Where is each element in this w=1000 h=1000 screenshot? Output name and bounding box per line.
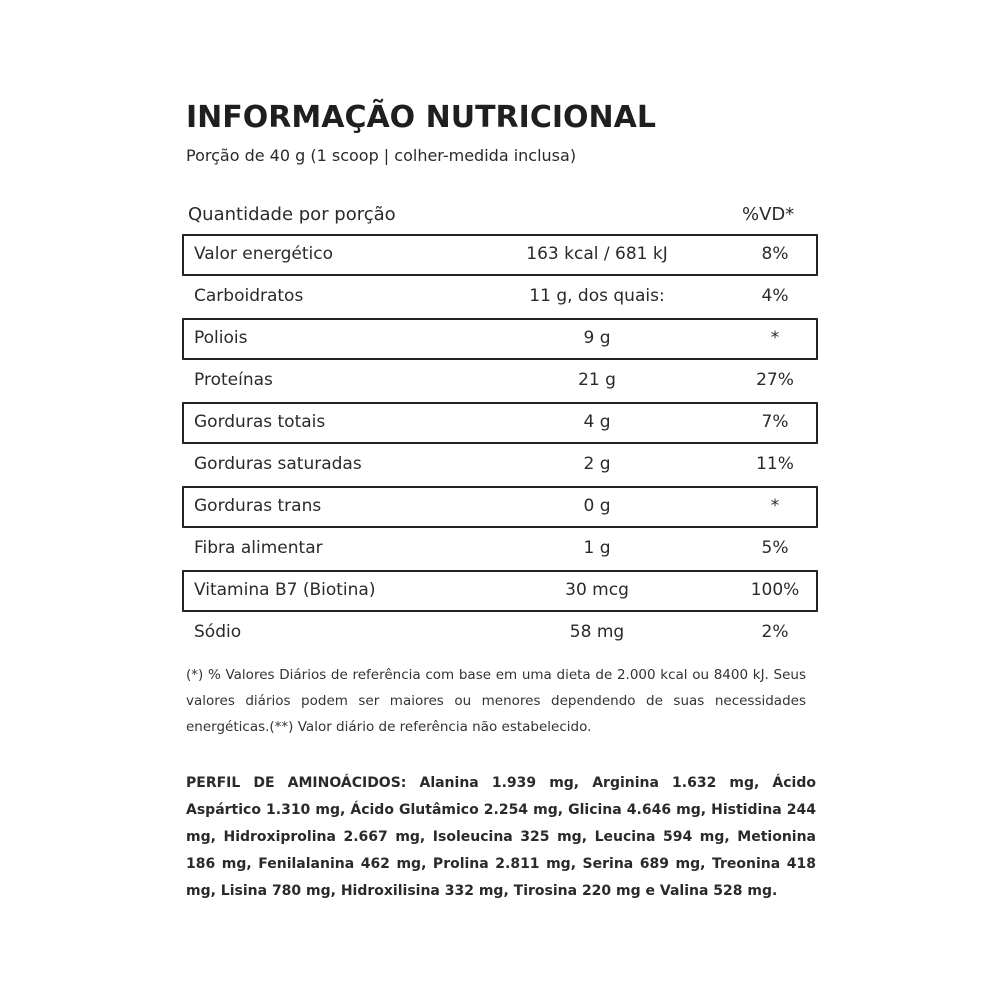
nutrient-vd: 4% xyxy=(761,286,789,306)
nutrient-name: Sódio xyxy=(194,622,242,642)
table-row xyxy=(182,318,818,360)
nutrition-table xyxy=(182,234,818,654)
portion-size: Porção de 40 g (1 scoop | colher-medida inclusa) xyxy=(186,146,577,165)
nutrient-amount: 58 mg xyxy=(569,622,625,642)
nutrient-amount: 0 g xyxy=(583,496,611,516)
page-title: INFORMAÇÃO NUTRICIONAL xyxy=(186,100,656,135)
quantity-header: Quantidade por porção xyxy=(188,204,396,225)
nutrient-vd: 11% xyxy=(756,454,794,474)
nutrient-amount: 11 g, dos quais: xyxy=(529,286,665,306)
vd-header: %VD* xyxy=(742,204,795,225)
nutrient-amount: 30 mcg xyxy=(565,580,629,600)
nutrient-name: Fibra alimentar xyxy=(194,538,323,558)
nutrient-amount: 21 g xyxy=(578,370,616,390)
nutrient-vd: 5% xyxy=(761,538,789,558)
nutrient-name: Vitamina B7 (Biotina) xyxy=(194,580,376,600)
table-header xyxy=(186,204,818,232)
table-row xyxy=(182,360,818,402)
nutrient-amount: 1 g xyxy=(583,538,611,558)
table-row xyxy=(182,402,818,444)
nutrient-amount: 9 g xyxy=(583,328,611,348)
nutrient-amount: 163 kcal / 681 kJ xyxy=(526,244,668,264)
nutrient-name: Gorduras totais xyxy=(194,412,326,432)
nutrient-name: Proteínas xyxy=(194,370,273,390)
table-row xyxy=(182,486,818,528)
nutrient-name: Valor energético xyxy=(194,244,334,264)
table-row xyxy=(182,528,818,570)
nutrient-vd: * xyxy=(770,496,780,516)
nutrient-name: Carboidratos xyxy=(194,286,304,306)
nutrient-vd: 7% xyxy=(761,412,789,432)
nutrient-name: Gorduras saturadas xyxy=(194,454,362,474)
nutrient-vd: 8% xyxy=(761,244,789,264)
vd-footnote: (*) % Valores Diários de referência com base em uma dieta de 2.000 kcal ou 8400 kJ. Seus valores diários podem ser maiores ou menores dependendo de suas necessidades energéticas.(**) Valor diário de referência não estabelecido. xyxy=(186,667,806,735)
nutrient-vd: 27% xyxy=(756,370,794,390)
table-row xyxy=(182,276,818,318)
nutrient-amount: 2 g xyxy=(583,454,611,474)
nutrient-vd: 100% xyxy=(750,580,800,600)
table-row xyxy=(182,612,818,654)
table-row xyxy=(182,444,818,486)
nutrient-name: Poliois xyxy=(194,328,248,348)
nutrient-vd: * xyxy=(770,328,780,348)
nutrient-name: Gorduras trans xyxy=(194,496,322,516)
table-row xyxy=(182,570,818,612)
nutrient-amount: 4 g xyxy=(583,412,611,432)
amino-acid-profile: PERFIL DE AMINOÁCIDOS: Alanina 1.939 mg, Arginina 1.632 mg, Ácido Aspártico 1.310 mg, Ácido Glutâmico 2.254 mg, Glicina 4.646 mg, Histidina 244 mg, Hidroxiprolina 2.667 mg, Isoleucina 325 mg, Leucina 594 mg, Metionina 186 mg, Fenilalanina 462 mg, Prolina 2.811 mg, Serina 689 mg, Treonina 418 mg, Lisina 780 mg, Hidroxilisina 332 mg, Tirosina 220 mg e Valina 528 mg. xyxy=(186,775,816,899)
nutrient-vd: 2% xyxy=(761,622,789,642)
table-row xyxy=(182,234,818,276)
